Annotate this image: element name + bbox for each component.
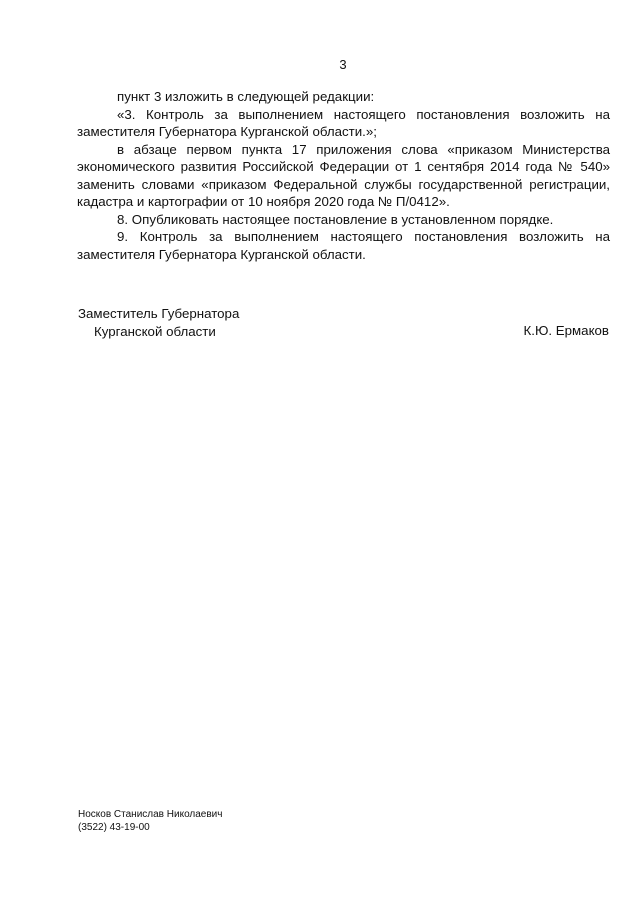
executor-info bbox=[78, 808, 222, 834]
paragraph-item-3-intro: пункт 3 изложить в следующей редакции: bbox=[117, 89, 375, 104]
signatory-title-line2: Курганской области bbox=[94, 323, 216, 339]
executor-phone: (3522) 43-19-00 bbox=[78, 822, 150, 833]
executor-name: Носков Станислав Николаевич bbox=[78, 809, 223, 820]
signatory-title-line1: Заместитель Губернатора bbox=[78, 306, 240, 321]
paragraph-item-9: 9. Контроль за выполнением настоящего постановления возложить на заместителя Губернатора Курганской области. bbox=[77, 229, 610, 262]
signatory-name: К.Ю. Ермаков bbox=[523, 323, 609, 338]
document-body bbox=[77, 88, 610, 263]
paragraph-item-8: 8. Опубликовать настоящее постановление в установленном порядке. bbox=[117, 211, 554, 227]
signatory-title bbox=[78, 305, 239, 340]
page-number: 3 bbox=[339, 57, 347, 72]
paragraph-item-3-text: «3. Контроль за выполнением настоящего постановления возложить на заместителя Губернатора Курганской области.»; bbox=[77, 106, 610, 139]
paragraph-item-17-amendment: в абзаце первом пункта 17 приложения слова «приказом Министерства экономического развития Российской Федерации от 1 сентября 2014 года № 540» заменить словами «приказом Федеральной службы государственной регистрации, кадастра и картографии от 10 ноября 2020 года № П/0412». bbox=[77, 141, 610, 209]
